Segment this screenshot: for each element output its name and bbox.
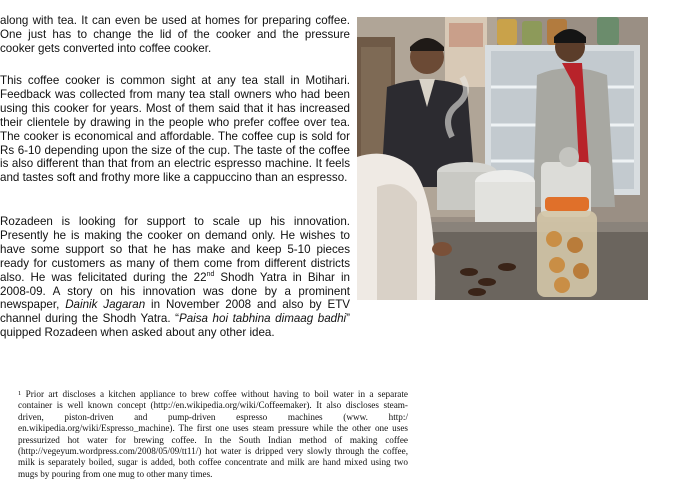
paragraph-3-text-d: ” quipped Rozadeen when asked about any other idea. (0, 312, 351, 340)
quote-text: Paisa hoi tabhina dimaag badhi (179, 312, 347, 326)
paragraph-2: This coffee cooker is common sight at any tea stall in Motihari. Feedback was collected from many tea stall owners who had been using this cooker for years. Most of them said that it has increased their clientele by drawing in the people who prefer coffee over tea. The cooker is economical and affordable. The coffee cup is sold for Rs 6-10 depending upon the size of the cup. The taste of the coffee is also different than that from an electric espresso machine. It feels and tastes soft and frothy more like a cappuccino than an espresso. (0, 74, 350, 185)
paragraph-1: along with tea. It can even be used at homes for preparing coffee. One just has to change the lid of the cooker and the pressure cooker gets converted into coffee cooker. (0, 14, 350, 55)
tea-stall-photo (357, 17, 648, 300)
footnote-text: Prior art discloses a kitchen appliance to brew coffee without having to boil water in a separate container is well known concept (http://en.wikipedia.org/wiki/Coffeemaker). It also discloses steam-driven, piston-driven and pump-driven espresso machines (www. http:/ en.wikipedia.org/wiki/Espresso_machine). The first one uses steam pressure while the other one uses pressurized hot water for brewing coffee. In the South Indian method of making coffee (http://vegeyum.wordpress.com/2008/05/09/tt11/) hot water is dripped very slowly through the coffee, milk is separately boiled, sugar is added, both coffee concentrate and milk are hand mixed using two mugs by pouring from one mug to other many times. (18, 389, 408, 479)
newspaper-name: Dainik Jagaran (65, 298, 146, 312)
footnote (18, 389, 408, 480)
paragraph-3-text-c: in November 2008 and also by ETV channel during the Shodh Yatra. “ (0, 298, 351, 326)
paragraph-3 (0, 215, 350, 340)
paragraph-3-text-a: Rozadeen is looking for support to scale up his innovation. Presently he is making the cooker on demand only. He wishes to have some support so that he has make and keep 5-10 pieces ready for customers as many of them come from different districts also. He was felicitated during the 22 (0, 215, 350, 284)
ordinal-suffix: nd (206, 270, 215, 278)
footnote-number: 1 (18, 390, 22, 397)
tea-stall-photo-drawing (357, 17, 648, 300)
paragraph-3-text-b: Shodh Yatra in Bihar in 2008-09. A story on his innovation was done by a prominent newspaper, (0, 270, 350, 312)
